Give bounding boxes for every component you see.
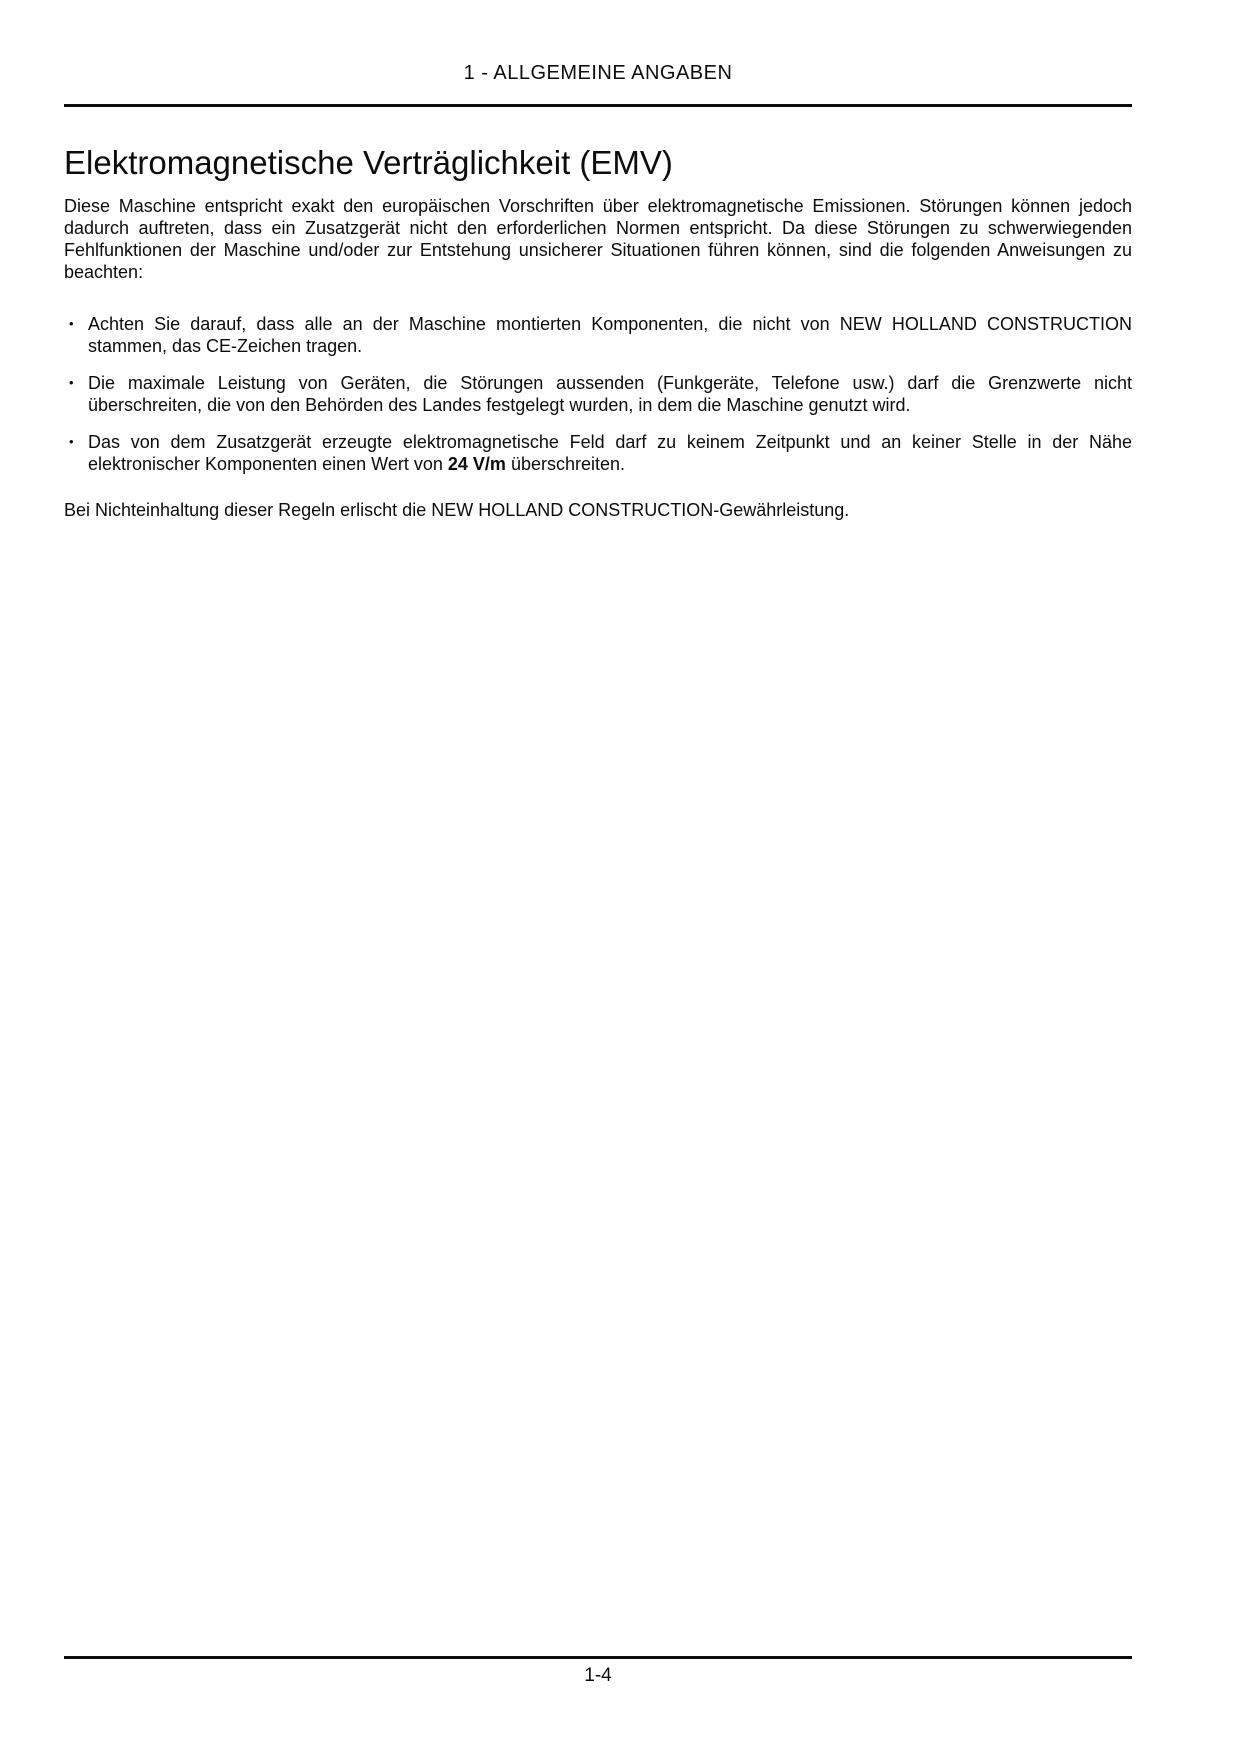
running-header: 1 - ALLGEMEINE ANGABEN — [463, 62, 733, 84]
bullet-dot-icon: • — [69, 434, 74, 449]
intro-paragraph: Diese Maschine entspricht exakt den europäischen Vorschriften über elektromagnetische Emissionen. Störungen können jedoch dadurch auftreten, dass ein Zusatzgerät nicht den erforderlichen Normen entspricht. Da diese Störungen zu schwerwiegenden Fehlfunktionen der Maschine und/oder zur Entstehung unsicherer Situationen führen können, sind die folgenden Anweisungen zu beachten: — [64, 196, 1132, 282]
bullet-text-post: überschreiten. — [505, 454, 626, 474]
page-title: Elektromagnetische Verträglichkeit (EMV) — [64, 144, 673, 181]
closing-paragraph: Bei Nichteinhaltung dieser Regeln erlischt die NEW HOLLAND CONSTRUCTION-Gewährleistung. — [64, 500, 850, 520]
bullet-text: Die maximale Leistung von Geräten, die Störungen aussenden (Funkgeräte, Telefone usw.) darf die Grenzwerte nicht überschreiten, die von den Behörden des Landes festgelegt wurden, in dem die Maschine genutzt wird. — [88, 373, 1132, 415]
bullet-dot-icon: • — [69, 375, 74, 390]
bullet-text-bold-value: 24 V/m — [447, 454, 506, 474]
bullet-text-pre: Das von dem Zusatzgerät erzeugte elektromagnetische Feld darf zu keinem Zeitpunkt und an keiner Stelle in der Nähe elektronischer Komponenten einen Wert von — [88, 432, 1132, 474]
list-item — [64, 372, 1132, 416]
footer-rule — [64, 1656, 1132, 1659]
bullet-list — [64, 313, 1132, 475]
list-item — [64, 431, 1132, 475]
header-rule — [64, 104, 1132, 107]
page-footer — [64, 1656, 1132, 1687]
list-item — [64, 313, 1132, 357]
page-number: 1-4 — [584, 1665, 612, 1686]
bullet-dot-icon: • — [69, 316, 74, 331]
bullet-text — [88, 431, 1132, 475]
page-content — [64, 0, 1132, 539]
bullet-text: Achten Sie darauf, dass alle an der Maschine montierten Komponenten, die nicht von NEW HOLLAND CONSTRUCTION stammen, das CE-Zeichen tragen. — [88, 314, 1132, 356]
